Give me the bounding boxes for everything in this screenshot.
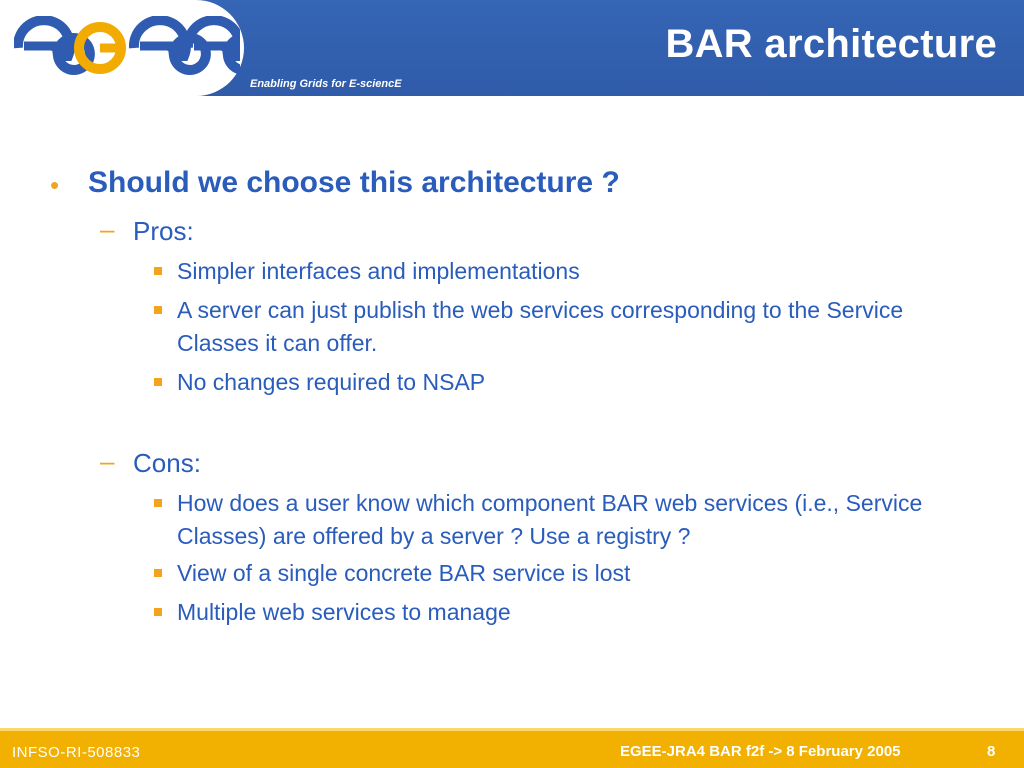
- footer-bar: [0, 728, 1024, 768]
- cons-item: How does a user know which component BAR web services (i.e., Service Classes) are offered by a server ? Use a registry ?: [177, 490, 923, 549]
- slide-title: BAR architecture: [665, 22, 997, 66]
- square-bullet-icon: [154, 608, 162, 616]
- bullet-dot-icon: •: [50, 170, 60, 200]
- main-question: Should we choose this architecture ?: [88, 166, 620, 199]
- egee-logo: [14, 16, 240, 80]
- pros-label: Pros:: [133, 216, 194, 246]
- pros-item: A server can just publish the web services corresponding to the Service Classes it can offer.: [177, 297, 904, 356]
- event-label: EGEE-JRA4 BAR f2f -> 8 February 2005: [620, 743, 901, 760]
- square-bullet-icon: [154, 378, 162, 386]
- dash-icon: –: [100, 214, 115, 244]
- cons-label: Cons:: [133, 448, 201, 478]
- pros-item: Simpler interfaces and implementations: [177, 258, 580, 284]
- dash-icon: –: [100, 446, 115, 476]
- square-bullet-icon: [154, 499, 162, 507]
- square-bullet-icon: [154, 569, 162, 577]
- square-bullet-icon: [154, 306, 162, 314]
- square-bullet-icon: [154, 267, 162, 275]
- page-number: 8: [987, 743, 996, 760]
- tagline: Enabling Grids for E-sciencE: [250, 78, 402, 90]
- pros-item: No changes required to NSAP: [177, 369, 486, 395]
- project-code: INFSO-RI-508833: [12, 744, 141, 761]
- cons-item: Multiple web services to manage: [177, 599, 511, 625]
- cons-item: View of a single concrete BAR service is lost: [177, 560, 631, 586]
